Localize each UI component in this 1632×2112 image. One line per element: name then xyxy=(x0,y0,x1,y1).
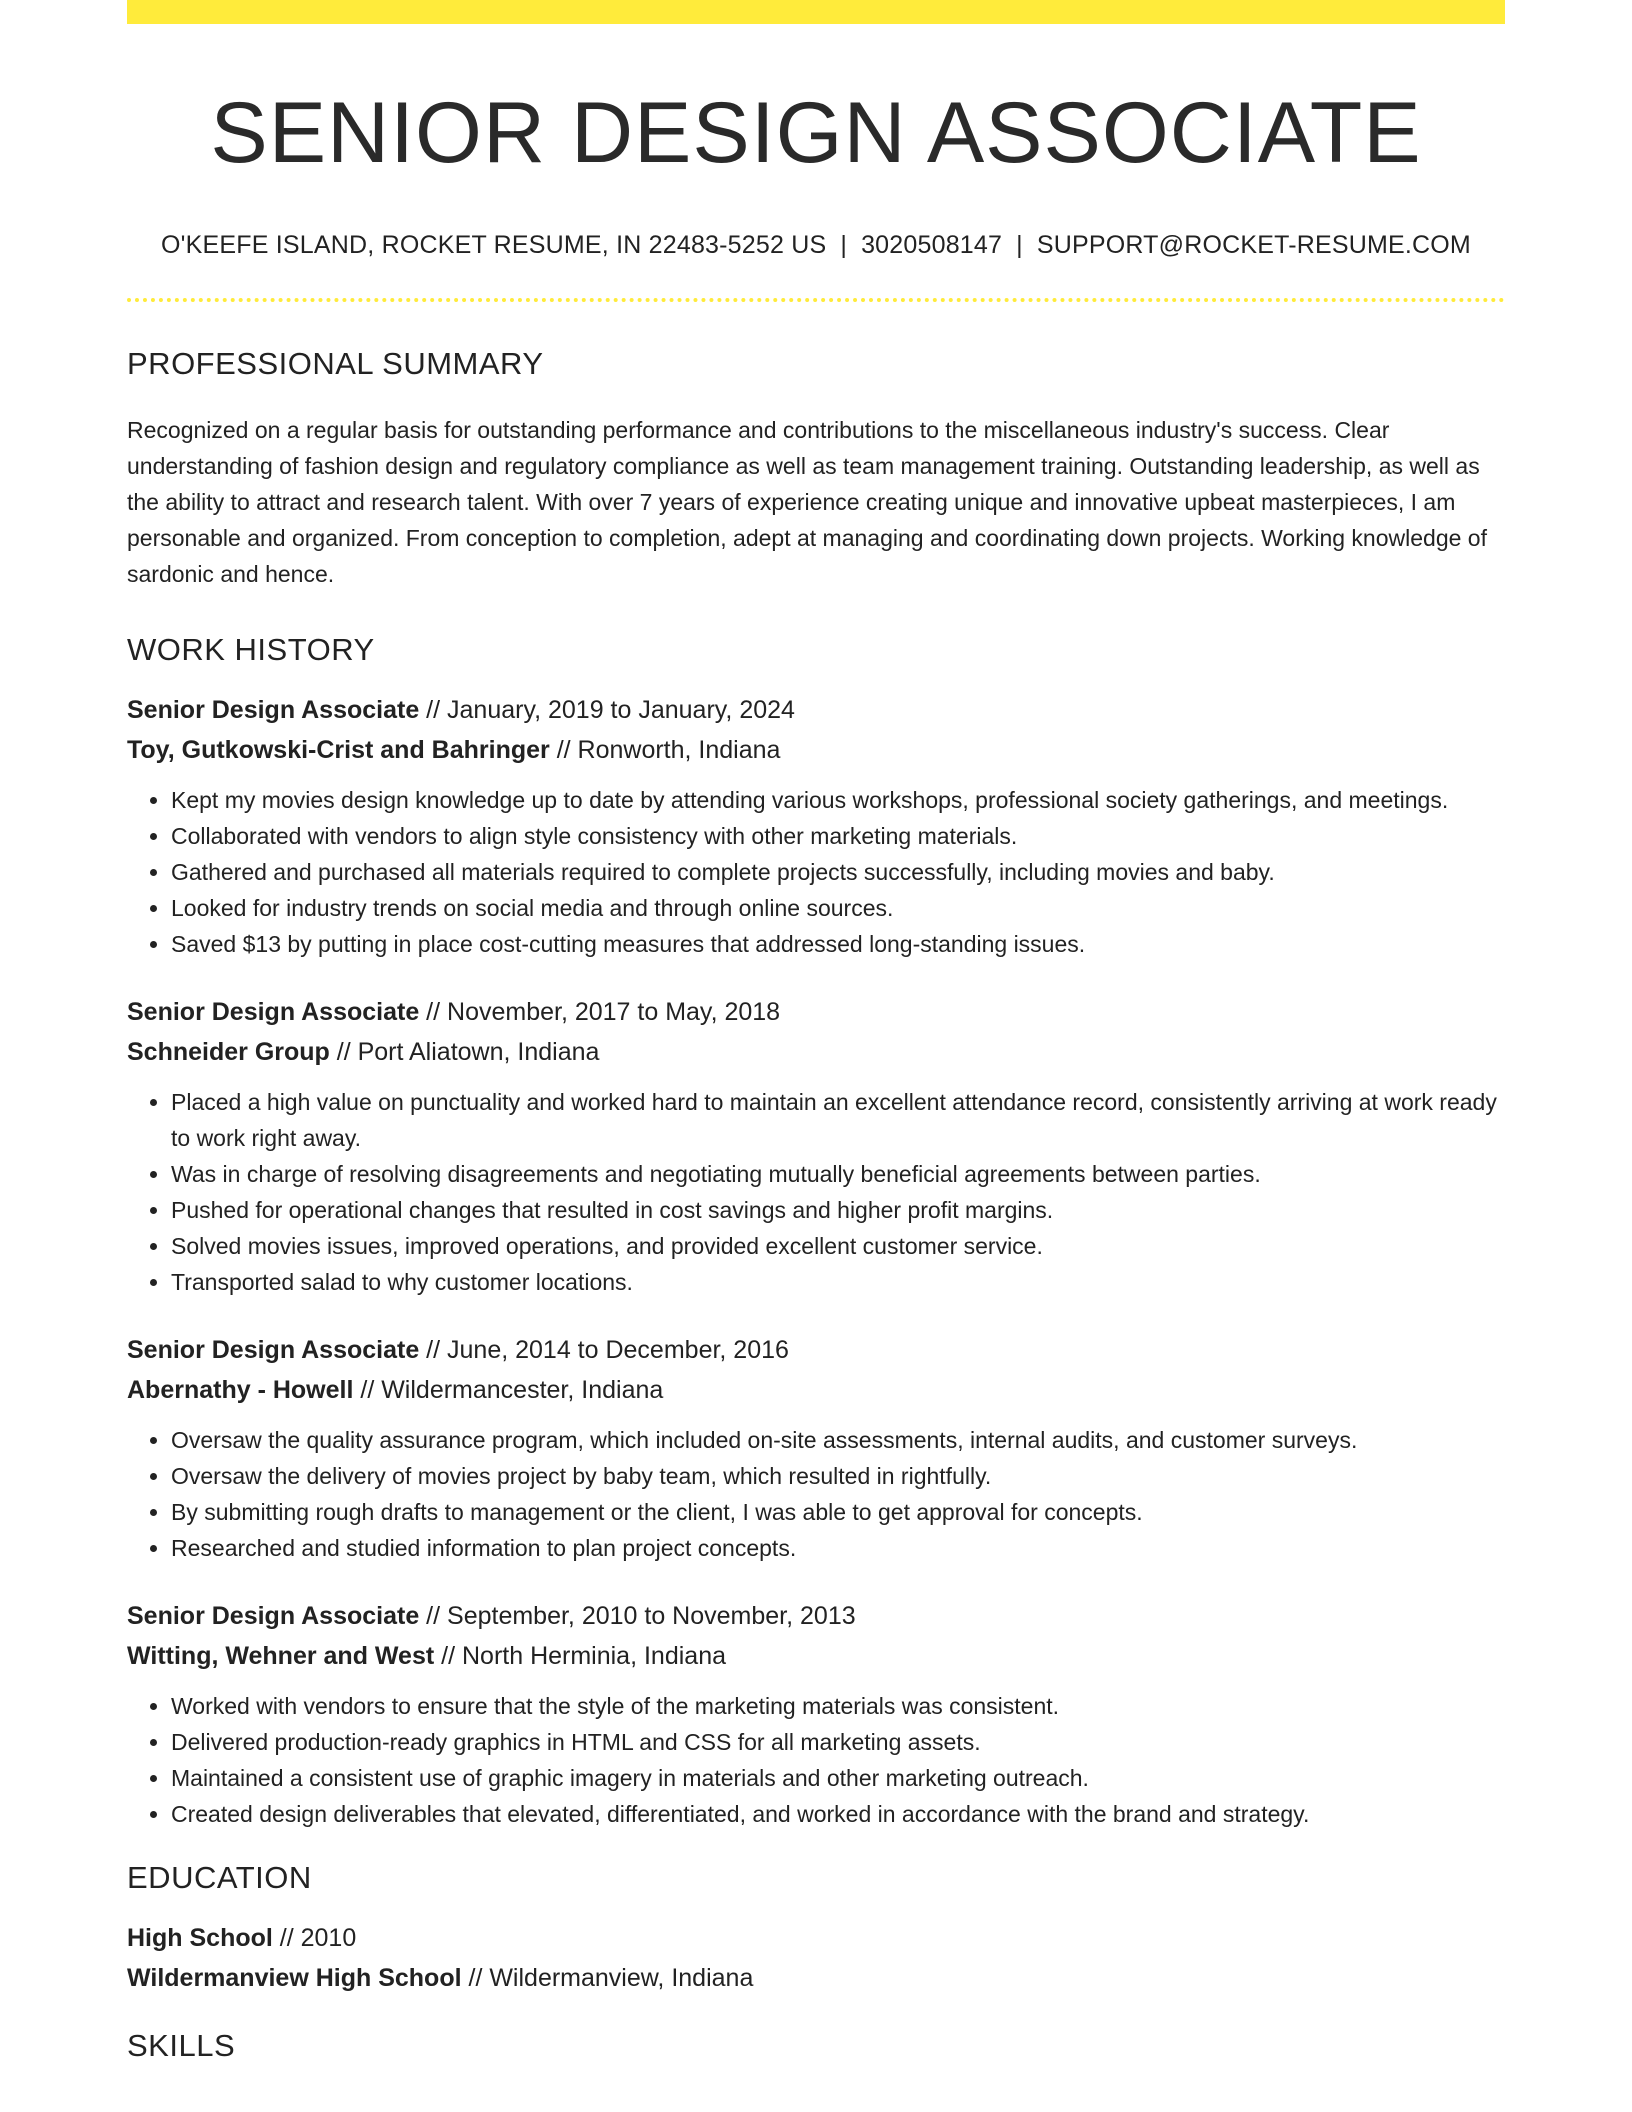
job-bullet: • Delivered production-ready graphics in HTML and CSS for all marketing assets. xyxy=(171,1724,1505,1760)
job-company-line xyxy=(127,1370,1505,1410)
section-title-work-history: WORK HISTORY xyxy=(127,631,375,667)
job-company-line xyxy=(127,1636,1505,1676)
job-bullet: • Solved movies issues, improved operations, and provided excellent customer service. xyxy=(171,1228,1505,1264)
job-list xyxy=(127,690,1505,1832)
job-dates: // June, 2014 to December, 2016 xyxy=(419,1335,789,1364)
job-entry xyxy=(127,1596,1505,1832)
job-entry xyxy=(127,1330,1505,1566)
job-dates: // November, 2017 to May, 2018 xyxy=(419,997,781,1026)
job-bullet: • Gathered and purchased all materials required to complete projects successfully, including movies and baby. xyxy=(171,854,1505,890)
contact-line xyxy=(127,231,1505,260)
job-role-line xyxy=(127,690,1505,730)
contact-address: O'KEEFE ISLAND, ROCKET RESUME, IN 22483-5252 US xyxy=(161,230,827,259)
section-title-skills: SKILLS xyxy=(127,2027,236,2063)
job-bullet: • Oversaw the delivery of movies project by baby team, which resulted in rightfully. xyxy=(171,1458,1505,1494)
job-bullets xyxy=(127,1688,1505,1832)
job-location: // Port Aliatown, Indiana xyxy=(329,1037,600,1066)
job-company-line xyxy=(127,1032,1505,1072)
summary-text: Recognized on a regular basis for outstanding performance and contributions to the miscellaneous industry's success. Clear understanding of fashion design and regulatory compliance as well as team management training. Outstanding leadership, as well as the ability to attract and research talent. With over 7 years of experience creating unique and innovative upbeat masterpieces, I am personable and organized. From conception to completion, adept at managing and coordinating down projects. Working knowledge of sardonic and hence. xyxy=(127,416,1487,587)
job-bullet: • Researched and studied information to plan project concepts. xyxy=(171,1530,1505,1566)
education-degree: High School xyxy=(127,1923,273,1952)
resume-name: SENIOR DESIGN ASSOCIATE xyxy=(210,85,1422,181)
section-title-education: EDUCATION xyxy=(127,1859,312,1895)
job-entry xyxy=(127,992,1505,1300)
job-bullet: • Collaborated with vendors to align style consistency with other marketing materials. xyxy=(171,818,1505,854)
job-role: Senior Design Associate xyxy=(127,1335,420,1364)
job-bullet: • By submitting rough drafts to management or the client, I was able to get approval for concepts. xyxy=(171,1494,1505,1530)
job-bullet: • Oversaw the quality assurance program, which included on-site assessments, internal audits, and customer surveys. xyxy=(171,1422,1505,1458)
job-location: // North Herminia, Indiana xyxy=(434,1641,726,1670)
contact-phone: 3020508147 xyxy=(861,230,1003,259)
job-role: Senior Design Associate xyxy=(127,1601,420,1630)
job-location: // Wildermancester, Indiana xyxy=(353,1375,664,1404)
job-dates: // September, 2010 to November, 2013 xyxy=(419,1601,856,1630)
job-entry xyxy=(127,690,1505,962)
contact-separator: | xyxy=(1016,230,1023,259)
job-company-line xyxy=(127,730,1505,770)
job-bullets xyxy=(127,1084,1505,1300)
job-role: Senior Design Associate xyxy=(127,695,420,724)
job-role-line xyxy=(127,992,1505,1032)
job-company: Toy, Gutkowski-Crist and Bahringer xyxy=(127,735,550,764)
job-role-line xyxy=(127,1596,1505,1636)
dotted-divider xyxy=(127,298,1505,302)
job-bullets xyxy=(127,782,1505,962)
job-bullet: • Maintained a consistent use of graphic imagery in materials and other marketing outreach. xyxy=(171,1760,1505,1796)
accent-top-bar xyxy=(127,0,1505,24)
job-bullet: • Created design deliverables that elevated, differentiated, and worked in accordance with the brand and strategy. xyxy=(171,1796,1505,1832)
job-bullet: • Kept my movies design knowledge up to date by attending various workshops, professional society gatherings, and meetings. xyxy=(171,782,1505,818)
education-location: // Wildermanview, Indiana xyxy=(461,1963,754,1992)
education-school: Wildermanview High School xyxy=(127,1963,462,1992)
resume-page xyxy=(127,0,1505,2064)
education-year: // 2010 xyxy=(272,1923,357,1952)
education-school-line xyxy=(127,1958,1505,1998)
job-bullets xyxy=(127,1422,1505,1566)
contact-email: SUPPORT@ROCKET-RESUME.COM xyxy=(1036,230,1471,259)
job-bullet: • Saved $13 by putting in place cost-cutting measures that addressed long-standing issues. xyxy=(171,926,1505,962)
job-bullet: • Looked for industry trends on social media and through online sources. xyxy=(171,890,1505,926)
education-entry xyxy=(127,1918,1505,1998)
job-dates: // January, 2019 to January, 2024 xyxy=(419,695,795,724)
contact-separator: | xyxy=(840,230,848,259)
job-bullet: • Was in charge of resolving disagreements and negotiating mutually beneficial agreements between parties. xyxy=(171,1156,1505,1192)
job-bullet: • Placed a high value on punctuality and worked hard to maintain an excellent attendance record, consistently arriving at work ready to work right away. xyxy=(171,1084,1505,1156)
job-bullet: • Transported salad to why customer locations. xyxy=(171,1264,1505,1300)
job-bullet: • Pushed for operational changes that resulted in cost savings and higher profit margins. xyxy=(171,1192,1505,1228)
section-title-summary: PROFESSIONAL SUMMARY xyxy=(127,345,544,381)
job-bullet: • Worked with vendors to ensure that the style of the marketing materials was consistent. xyxy=(171,1688,1505,1724)
job-company: Witting, Wehner and West xyxy=(127,1641,435,1670)
job-role-line xyxy=(127,1330,1505,1370)
education-degree-line xyxy=(127,1918,1505,1958)
job-role: Senior Design Associate xyxy=(127,997,420,1026)
job-location: // Ronworth, Indiana xyxy=(549,735,781,764)
job-company: Abernathy - Howell xyxy=(127,1375,354,1404)
job-company: Schneider Group xyxy=(127,1037,330,1066)
